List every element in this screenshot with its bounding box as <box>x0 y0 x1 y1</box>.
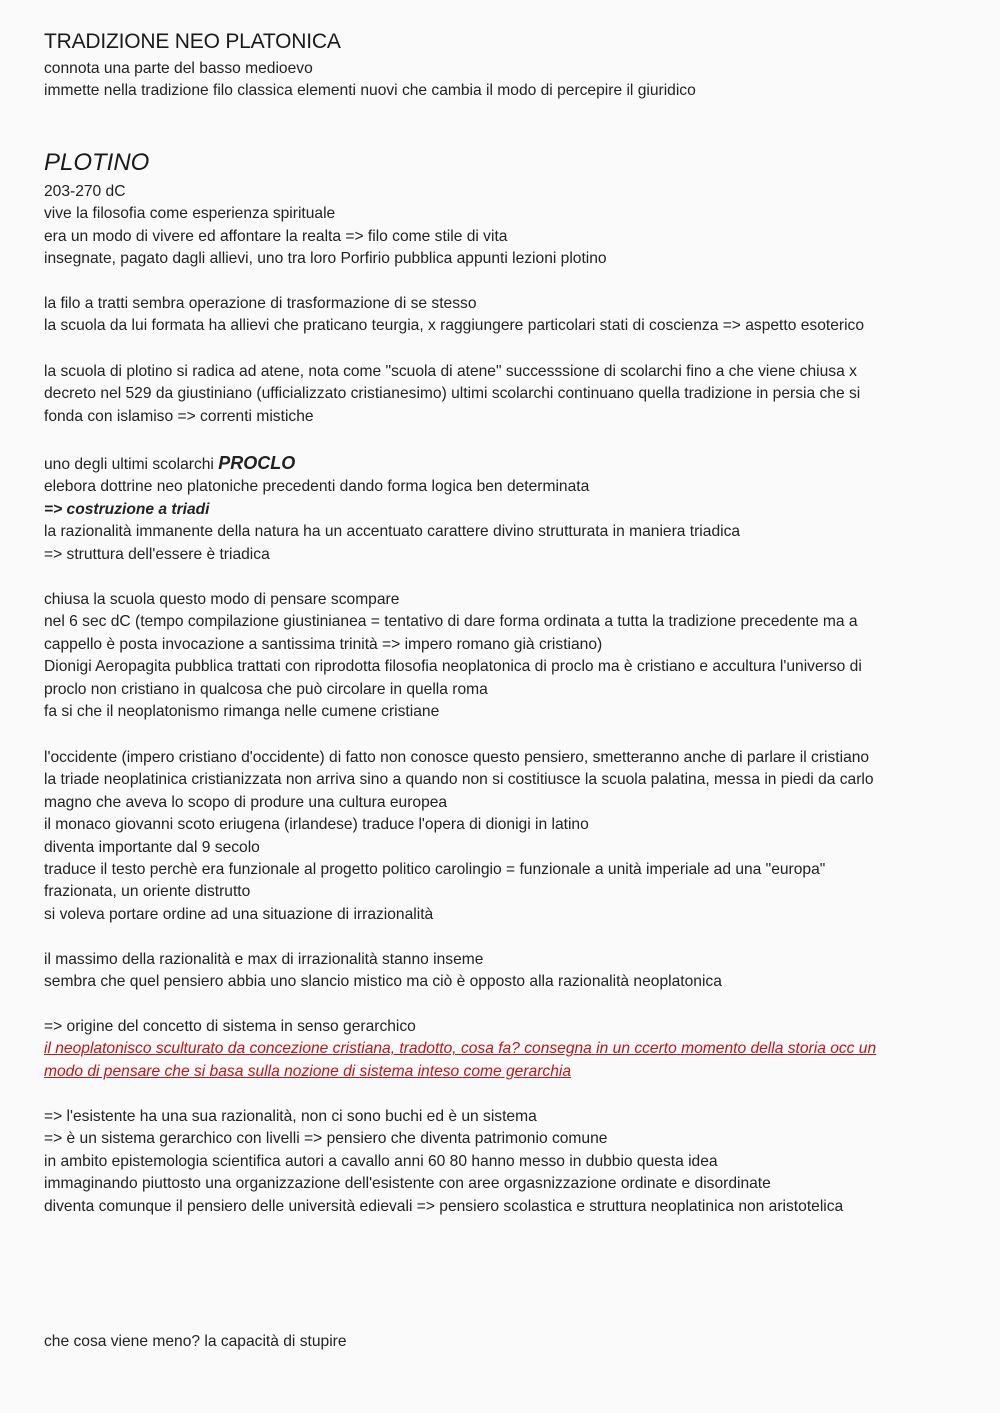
proclo-line: => struttura dell'essere è triadica <box>44 545 270 563</box>
plotino-line: era un modo di vivere ed affontare la realta => filo come stile di vita <box>44 227 508 245</box>
occidente-line: l'occidente (impero cristiano d'occidente) di fatto non conosce questo pensiero, smetteranno anche di parlare il cristiano <box>44 749 870 766</box>
occidente-line: la triade neoplatinica cristianizzata non arriva sino a quando non si costitiusce la scuola palatina, messa in piedi da carlo <box>44 771 874 789</box>
section-heading-plotino: PLOTINO <box>44 149 150 176</box>
chiusa-line: fa si che il neoplatonismo rimanga nelle cumene cristiane <box>44 703 440 721</box>
esistente-line: => l'esistente ha una sua razionalità, non ci sono buchi ed è un sistema <box>44 1108 537 1125</box>
plotino-paragraph <box>44 181 607 271</box>
occidente-line: il monaco giovanni scoto eriugena (irlandese) traduce l'opera di dionigi in latino <box>44 816 589 834</box>
massimo-line: il massimo della razionalità e max di irrazionalità stanno inseme <box>44 951 484 968</box>
closing-line: che cosa viene meno? la capacità di stupire <box>44 1333 347 1350</box>
intro-line: immette nella tradizione filo classica elementi nuovi che cambia il modo di percepire il giuridico <box>44 82 696 100</box>
origine-line: => origine del concetto di sistema in senso gerarchico <box>44 1018 416 1035</box>
occidente-paragraph <box>44 747 874 926</box>
highlighted-line: il neoplatonisco sculturato da concezione cristiana, tradotto, cosa fa? consegna in un ccerto momento della storia occ un <box>44 1040 877 1058</box>
filo-line: la scuola da lui formata ha allievi che praticano teurgia, x raggiungere particolari stati di coscienza => aspetto esoterico <box>44 317 864 335</box>
occidente-line: diventa importante dal 9 secolo <box>44 838 260 856</box>
highlighted-line: modo di pensare che si basa sulla nozione di sistema inteso come gerarchia <box>44 1062 572 1080</box>
scuola-line: la scuola di plotino si radica ad atene, nota come "scuola di atene" successsione di scolarchi fino a che viene chiusa x <box>44 363 857 380</box>
page-title: TRADIZIONE NEO PLATONICA <box>44 30 341 53</box>
chiusa-paragraph <box>44 589 862 723</box>
scuola-line: fonda con islamiso => correnti mistiche <box>44 407 314 425</box>
proclo-line: la razionalità immanente della natura ha un accentuato carattere divino strutturata in maniera triadica <box>44 523 741 541</box>
proclo-line: elebora dottrine neo platoniche precedenti dando forma logica ben determinata <box>44 478 590 496</box>
chiusa-line: nel 6 sec dC (tempo compilazione giustinianea = tentativo di dare forma ordinata a tutta la tradizione precedente ma a <box>44 613 858 631</box>
occidente-line: si voleva portare ordine ad una situazione di irrazionalità <box>44 905 434 923</box>
massimo-line: sembra che quel pensiero abbia uno slancio mistico ma ciò è opposto alla razionalità neoplatonica <box>44 973 722 991</box>
esistente-line: in ambito epistemologia scientifica autori a cavallo anni 60 80 hanno messo in dubbio questa idea <box>44 1152 718 1170</box>
origine-paragraph <box>44 1016 876 1083</box>
proclo-emphasis: => costruzione a triadi <box>44 500 210 518</box>
filo-line: la filo a tratti sembra operazione di trasformazione di se stesso <box>44 295 477 312</box>
intro-paragraph <box>44 58 696 103</box>
intro-line: connota una parte del basso medioevo <box>44 60 313 77</box>
occidente-line: frazionata, un oriente distrutto <box>44 883 251 901</box>
scuola-line: decreto nel 529 da giustiniano (ufficializzato cristianesimo) ultimi scolarchi continuano quella tradizione in persia che si <box>44 385 861 403</box>
massimo-paragraph <box>44 949 722 994</box>
esistente-line: => è un sistema gerarchico con livelli => pensiero che diventa patrimonio comune <box>44 1130 608 1148</box>
plotino-line: vive la filosofia come esperienza spirituale <box>44 205 336 223</box>
proclo-paragraph <box>44 452 740 566</box>
esistente-paragraph <box>44 1106 843 1218</box>
filo-paragraph <box>44 293 864 338</box>
chiusa-line: Dionigi Aeropagita pubblica trattati con riprodotta filosofia neoplatonica di proclo ma è cristiano e accultura l'universo di <box>44 658 862 676</box>
scuola-paragraph <box>44 361 860 428</box>
esistente-line: diventa comunque il pensiero delle università edievali => pensiero scolastica e struttura neoplatinica non aristotelica <box>44 1197 844 1215</box>
plotino-line: insegnate, pagato dagli allievi, uno tra loro Porfirio pubblica appunti lezioni plotino <box>44 250 607 268</box>
occidente-line: magno che aveva lo scopo di produre una cultura europea <box>44 793 448 811</box>
occidente-line: traduce il testo perchè era funzionale al progetto politico carolingio = funzionale a unità imperiale ad una "europa" <box>44 861 826 879</box>
chiusa-line: proclo non cristiano in qualcosa che può circolare in quella roma <box>44 680 488 698</box>
esistente-line: immaginando piuttosto una organizzazione dell'esistente con aree orgasnizzazione ordinate e disordinate <box>44 1175 771 1193</box>
proclo-prefix: uno degli ultimi scolarchi <box>44 456 219 473</box>
proclo-name: PROCLO <box>218 453 296 473</box>
closing-paragraph <box>44 1331 347 1353</box>
chiusa-line: cappello è posta invocazione a santissima trinità => impero romano già cristiano) <box>44 635 603 653</box>
proclo-intro-line <box>44 452 740 476</box>
chiusa-line: chiusa la scuola questo modo di pensare scompare <box>44 591 400 608</box>
plotino-line: 203-270 dC <box>44 183 126 200</box>
